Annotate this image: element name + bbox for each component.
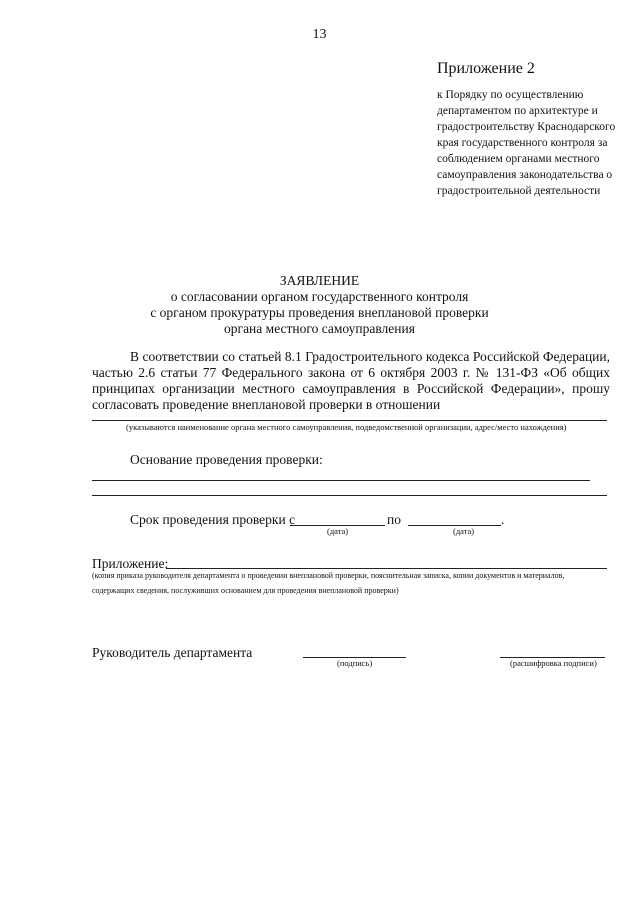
attachment-hint: (копия приказа руководителя департамента о проведении внеплановой проверки, пояснительная записка, копии документов и материалов, [92,571,565,580]
heading-line: о согласовании органом государственного контроля [170,289,469,304]
body-line: В соответствии со статьей 8.1 Градостроительного кодекса Российской Федерации, [130,349,610,364]
date-to-hint: (дата) [453,526,475,536]
head-label: Руководитель департамента [92,645,253,660]
organization-hint: (указываются наименование органа местного самоуправления, подведомственной организации, адрес/место нахождения) [126,422,567,432]
appendix-title: Приложение 2 [437,60,535,77]
appendix-subtitle-line: края государственного контроля за [437,137,608,149]
body-line: принципах организации местного самоуправления в Российской Федерации», прошу [92,381,610,396]
appendix-subtitle-line: градостроительству Краснодарского [437,121,616,133]
appendix-subtitle-line: департаментом по архитектуре и [437,105,598,117]
appendix-subtitle-line: самоуправления законодательства о [437,169,613,181]
document-heading [0,273,639,337]
page-number: 13 [312,27,327,42]
attachment-label: Приложение: [92,556,169,571]
signature-decode-hint: (расшифровка подписи) [510,658,597,668]
body-paragraph [92,349,610,413]
attachment-hint: содержащих сведения, послуживших основанием для проведения внеплановой проверки) [92,586,399,595]
heading-line: органа местного самоуправления [224,321,415,336]
appendix-subtitle [437,87,622,199]
period-to-label: по [387,512,401,527]
attachment-fill-line[interactable] [166,568,607,569]
heading-line: ЗАЯВЛЕНИЕ [279,273,360,288]
period-label: Срок проведения проверки с [130,512,296,527]
period-end-mark: . [501,512,505,527]
body-line: частью 2.6 статьи 77 Федерального закона от 6 октября 2003 г. № 131-ФЗ «Об общих [92,365,610,380]
organization-fill-line[interactable] [92,420,607,421]
heading-line: с органом прокуратуры проведения внеплановой проверки [150,305,489,320]
basis-fill-line-2[interactable] [92,495,607,496]
basis-fill-line-1[interactable] [92,480,590,481]
body-line: согласовать проведение внеплановой проверки в отношении [92,397,441,412]
appendix-subtitle-line: к Порядку по осуществлению [437,89,584,101]
appendix-subtitle-line: соблюдением органами местного [437,153,600,165]
basis-label: Основание проведения проверки: [130,452,323,467]
signature-hint: (подпись) [337,658,373,668]
date-from-hint: (дата) [327,526,349,536]
appendix-subtitle-line: градостроительной деятельности [437,185,601,197]
